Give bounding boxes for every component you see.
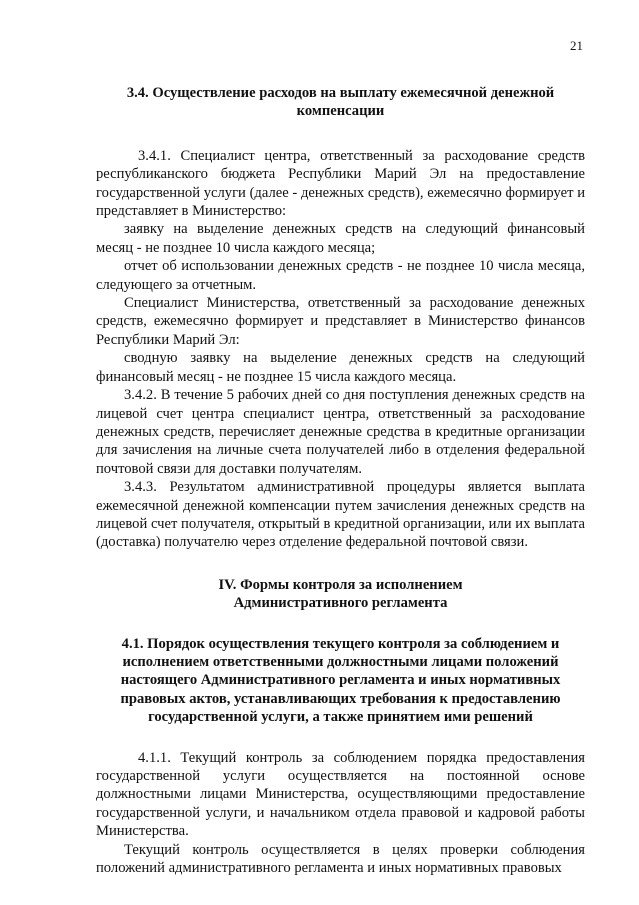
paragraph-summary-request: сводную заявку на выделение денежных средств на следующий финансовый месяц - не позднее 15 числа каждого месяца. — [96, 350, 585, 385]
paragraph-3-4-1: 3.4.1. Специалист центра, ответственный за расходование средств республиканского бюджета Республики Марий Эл на предоставление государственной услуги (далее - денежных средств), ежемесячно формирует и представляет в Министерство: — [96, 147, 585, 220]
paragraph-3-4-3: 3.4.3. Результатом административной процедуры является выплата ежемесячной денежной компенсации путем зачисления денежных средств на лицевой счет получателя, открытый в кредитной организации, или их выплата (доставка) получателю через отделение федеральной почтовой связи. — [96, 479, 585, 551]
paragraph-current-control: Текущий контроль осуществляется в целях проверки соблюдения положений административного регламента и иных нормативных правовых — [96, 841, 585, 877]
page-content — [96, 84, 585, 877]
page-number: 21 — [570, 38, 583, 53]
paragraph-3-4-2: 3.4.2. В течение 5 рабочих дней со дня поступления денежных средств на лицевой счет центра специалист центра, ответственный за расходование денежных средств, перечисляет денежные средства в кредитные организации для зачисления на личные счета получателей либо в отделения федеральной почтовой связи для доставки получателям. — [96, 387, 585, 477]
section-3-4-heading: 3.4. Осуществление расходов на выплату ежемесячной денежной компенсации — [126, 85, 555, 120]
paragraph-4-1-1: 4.1.1. Текущий контроль за соблюдением порядка предоставления государственной услуги осуществляется на постоянной основе должностными лицами Министерства, осуществляющими предоставление государственной услуги, и начальником отдела правовой и кадровой работы Министерства. — [96, 749, 585, 840]
paragraph-request: заявку на выделение денежных средств на следующий финансовый месяц - не позднее 10 числа каждого месяца; — [96, 221, 585, 256]
section-iv-heading-line1: IV. Формы контроля за исполнением — [218, 576, 463, 593]
paragraph-ministry-specialist: Специалист Министерства, ответственный за расходование денежных средств, ежемесячно формирует и представляет в Министерство финансов Республики Марий Эл: — [96, 295, 585, 348]
section-iv-heading-line2: Административного регламента — [233, 595, 448, 612]
paragraph-report: отчет об использовании денежных средств - не позднее 10 числа месяца, следующего за отчетным. — [96, 258, 585, 293]
section-4-1-heading: 4.1. Порядок осуществления текущего контроля за соблюдением и исполнением ответственными должностными лицами положений настоящего Административного регламента и иных нормативных правовых актов, устанавливающих требования к предоставлению государственной услуги, а также принятием ими решений — [120, 635, 561, 726]
